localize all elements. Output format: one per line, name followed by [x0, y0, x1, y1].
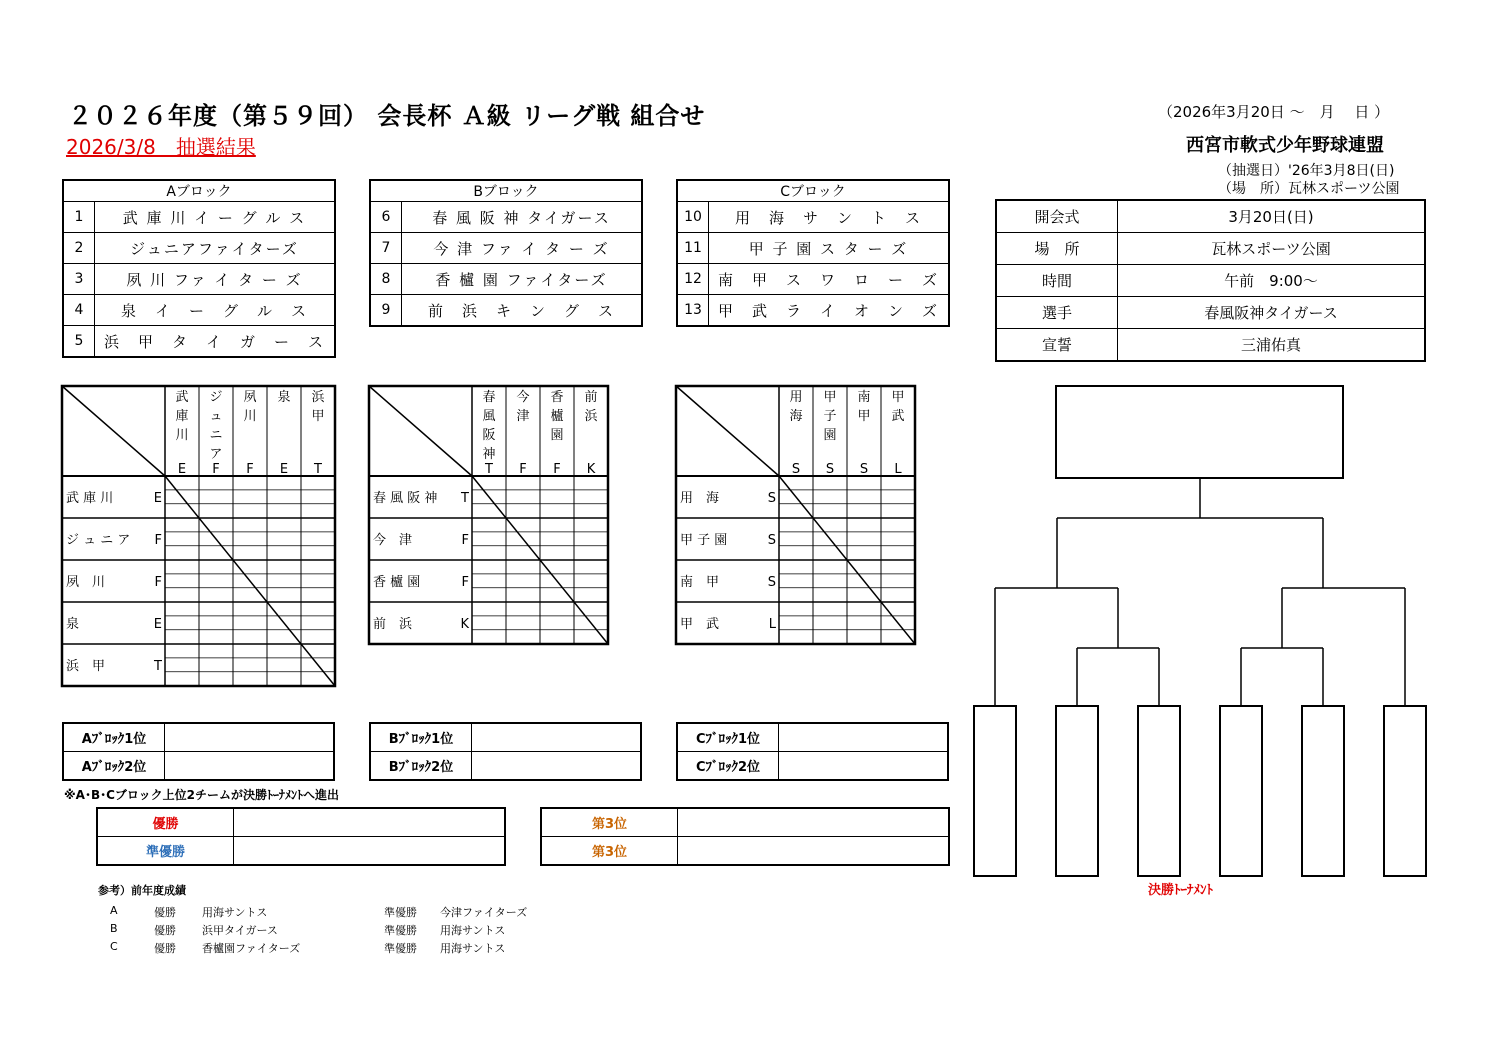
- rank-entry[interactable]: [779, 752, 949, 781]
- team-row: 6 春 風 阪 神 タイガース: [370, 202, 642, 233]
- draw-date: （抽選日）'26年3月8日(日): [1218, 163, 1395, 179]
- grid-col-label: 浜: [584, 409, 598, 424]
- grid-col-label: 阪: [482, 428, 496, 443]
- draw-place: （場 所）瓦林スポーツ公園: [1218, 181, 1400, 197]
- grid-col-suffix: F: [212, 462, 220, 477]
- grid-col-label: 武: [175, 390, 189, 405]
- team-name: 用 海 サ ン ト ス: [709, 202, 950, 233]
- block-a-header: Aブロック: [63, 180, 335, 202]
- organizer: 西宮市軟式少年野球連盟: [1186, 135, 1384, 156]
- team-row: 8 香 櫨 園 ファイターズ: [370, 264, 642, 295]
- grid-row-suffix: E: [153, 617, 162, 632]
- grid-col-label: 風: [482, 409, 496, 424]
- block-b-rank-table: Bﾌﾞﾛｯｸ1位 Bﾌﾞﾛｯｸ2位: [369, 722, 642, 781]
- team-name: 香 櫨 園 ファイターズ: [402, 264, 643, 295]
- team-row: 10 用 海 サ ン ト ス: [677, 202, 949, 233]
- rank-entry[interactable]: [472, 752, 642, 781]
- team-row: 4 泉 イ ー グ ル ス: [63, 295, 335, 326]
- final-tournament-bracket: [960, 380, 1440, 880]
- grid-row-suffix: F: [461, 575, 469, 590]
- team-row: 9 前 浜 キ ン グ ス: [370, 295, 642, 327]
- grid-row-label: 夙 川: [66, 575, 106, 590]
- grid-row-label: 春 風 阪 神: [373, 491, 438, 506]
- bracket-slot[interactable]: [1384, 706, 1426, 876]
- grid-col-label: 南: [857, 390, 871, 405]
- team-row: 13 甲 武 ラ イ オ ン ズ: [677, 295, 949, 327]
- grid-col-suffix: T: [314, 462, 322, 477]
- team-name: ジュニアファイターズ: [95, 233, 336, 264]
- grid-row-suffix: F: [461, 533, 469, 548]
- grid-row-label: 泉: [66, 617, 80, 632]
- grid-col-suffix: E: [279, 462, 289, 477]
- grid-col-suffix: S: [825, 462, 835, 477]
- grid-row-suffix: E: [153, 491, 162, 506]
- winners-table: 優勝 準優勝: [96, 807, 506, 866]
- final-tournament-label: 決勝ﾄｰﾅﾒﾝﾄ: [1148, 883, 1214, 898]
- reference-class: C: [110, 940, 118, 953]
- team-name: 武 庫 川 イ ー グ ル ス: [95, 202, 336, 233]
- grid-col-suffix: F: [246, 462, 254, 477]
- grid-col-suffix: K: [586, 462, 596, 477]
- team-row: 5 浜 甲 タ イ ガ ー ス: [63, 326, 335, 358]
- grid-col-label: 甲: [857, 409, 871, 424]
- reference-heading: 参考）前年度成績: [98, 884, 186, 897]
- block-b-header: Bブロック: [370, 180, 642, 202]
- team-name: 夙 川 ファ イ タ ー ズ: [95, 264, 336, 295]
- grid-row-label: 甲 子 園: [680, 533, 728, 548]
- grid-row-label: 香 櫨 園: [373, 575, 421, 590]
- team-row: 1 武 庫 川 イ ー グ ル ス: [63, 202, 335, 233]
- grid-col-label: 園: [823, 428, 837, 443]
- grid-row-suffix: T: [154, 659, 162, 674]
- team-name: 泉 イ ー グ ル ス: [95, 295, 336, 326]
- bracket-slot[interactable]: [1302, 706, 1344, 876]
- bracket-lines: [995, 478, 1405, 706]
- grid-col-label: 川: [175, 428, 189, 443]
- grid-row-label: 甲 武: [680, 617, 720, 632]
- grid-col-label: 夙: [243, 390, 257, 405]
- grid-col-suffix: T: [485, 462, 493, 477]
- bracket-slot[interactable]: [1220, 706, 1262, 876]
- grid-col-suffix: E: [177, 462, 187, 477]
- grid-col-label: 川: [243, 409, 257, 424]
- team-row: 12 南 甲 ス ワ ロ ー ズ: [677, 264, 949, 295]
- grid-row-suffix: F: [154, 575, 162, 590]
- grid-col-label: 前: [584, 390, 598, 405]
- team-row: 3 夙 川 ファ イ タ ー ズ: [63, 264, 335, 295]
- team-name: 南 甲 ス ワ ロ ー ズ: [709, 264, 950, 295]
- rank-entry[interactable]: [165, 752, 335, 781]
- grid-row-label: 南 甲: [680, 575, 720, 590]
- reference-class: B: [110, 922, 118, 935]
- grid-col-label: 櫨: [550, 409, 564, 424]
- advance-note: ※A･B･Cブロック上位2チームが決勝ﾄｰﾅﾒﾝﾄへ進出: [64, 788, 340, 802]
- grid-row-label: ジ ュ ニ ア: [66, 533, 131, 548]
- grid-col-label: 春: [482, 390, 496, 405]
- league-grid: [62, 386, 335, 686]
- team-name: 今 津 ファ イ タ ー ズ: [402, 233, 643, 264]
- grid-col-label: ア: [209, 447, 223, 462]
- block-c-rank-table: Cﾌﾞﾛｯｸ1位 Cﾌﾞﾛｯｸ2位: [676, 722, 949, 781]
- block-a-rank-table: Aﾌﾞﾛｯｸ1位 Aﾌﾞﾛｯｸ2位: [62, 722, 335, 781]
- third-place-entry[interactable]: [678, 808, 950, 837]
- grid-col-label: 今: [516, 390, 530, 405]
- grid-row-suffix: K: [460, 617, 469, 632]
- bracket-slot[interactable]: [1056, 706, 1098, 876]
- team-name: 甲 子 園 ス タ ー ズ: [709, 233, 950, 264]
- grid-row-label: 今 津: [373, 533, 413, 548]
- grid-col-suffix: L: [894, 462, 902, 477]
- third-place-table: 第3位 第3位: [540, 807, 950, 866]
- page-title: ２０２６年度（第５９回） 会長杯 Ａ級 リーグ戦 組合せ: [68, 102, 706, 130]
- bracket-slot[interactable]: [1138, 706, 1180, 876]
- grid-row-label: 浜 甲: [66, 659, 106, 674]
- grid-col-label: 甲: [823, 390, 837, 405]
- grid-row-suffix: L: [768, 617, 776, 632]
- third-place-entry[interactable]: [678, 837, 950, 866]
- grid-col-suffix: S: [859, 462, 869, 477]
- team-row: 11 甲 子 園 ス タ ー ズ: [677, 233, 949, 264]
- league-grids: [0, 0, 960, 700]
- grid-col-label: 園: [550, 428, 564, 443]
- grid-col-label: 海: [789, 409, 803, 424]
- grid-col-label: 香: [550, 390, 564, 405]
- rank-entry[interactable]: [472, 723, 642, 752]
- grid-col-suffix: F: [553, 462, 561, 477]
- grid-row-suffix: F: [154, 533, 162, 548]
- grid-row-suffix: S: [767, 491, 776, 506]
- team-name: 浜 甲 タ イ ガ ー ス: [95, 326, 336, 358]
- grid-col-label: 甲: [891, 390, 905, 405]
- champion-box[interactable]: [1056, 386, 1343, 478]
- grid-col-label: 津: [516, 409, 530, 424]
- grid-col-label: 用: [789, 390, 803, 405]
- champion-entry[interactable]: [234, 808, 506, 837]
- runner-up-entry[interactable]: [234, 837, 506, 866]
- grid-row-label: 用 海: [680, 491, 720, 506]
- grid-col-label: 甲: [311, 409, 325, 424]
- grid-col-label: ニ: [209, 428, 223, 443]
- team-row: 7 今 津 ファ イ タ ー ズ: [370, 233, 642, 264]
- team-name: 前 浜 キ ン グ ス: [402, 295, 643, 327]
- rank-entry[interactable]: [165, 723, 335, 752]
- grid-row-suffix: S: [767, 533, 776, 548]
- team-name: 甲 武 ラ イ オ ン ズ: [709, 295, 950, 327]
- grid-col-label: ジ: [209, 390, 223, 405]
- league-grid: [676, 386, 915, 644]
- grid-col-label: 子: [823, 409, 837, 424]
- grid-col-label: ュ: [209, 409, 223, 424]
- league-grid: [369, 386, 608, 644]
- grid-row-suffix: T: [461, 491, 469, 506]
- grid-row-suffix: S: [767, 575, 776, 590]
- grid-col-label: 武: [891, 409, 905, 424]
- grid-col-label: 庫: [175, 409, 189, 424]
- block-c-header: Cブロック: [677, 180, 949, 202]
- reference-class: A: [110, 904, 118, 917]
- grid-col-suffix: F: [519, 462, 527, 477]
- grid-row-label: 前 浜: [373, 617, 413, 632]
- grid-row-label: 武 庫 川: [66, 491, 114, 506]
- team-name: 春 風 阪 神 タイガース: [402, 202, 643, 233]
- opening-info-table: 開会式 3月20日(日) 場 所 瓦林スポーツ公園 時間 午前 9:00～ 選手 春風阪神タイガース 宣誓 三浦佑真: [995, 199, 1426, 362]
- grid-col-label: 泉: [277, 390, 291, 405]
- grid-col-label: 浜: [311, 390, 325, 405]
- team-row: 2 ジュニアファイターズ: [63, 233, 335, 264]
- grid-col-label: 神: [482, 447, 496, 462]
- rank-entry[interactable]: [779, 723, 949, 752]
- draw-result-subtitle: 2026/3/8 抽選結果: [66, 135, 256, 159]
- grid-col-suffix: S: [791, 462, 801, 477]
- tournament-dates: （2026年3月20日 ～ 月 日 ）: [1158, 103, 1390, 121]
- bracket-slot[interactable]: [974, 706, 1016, 876]
